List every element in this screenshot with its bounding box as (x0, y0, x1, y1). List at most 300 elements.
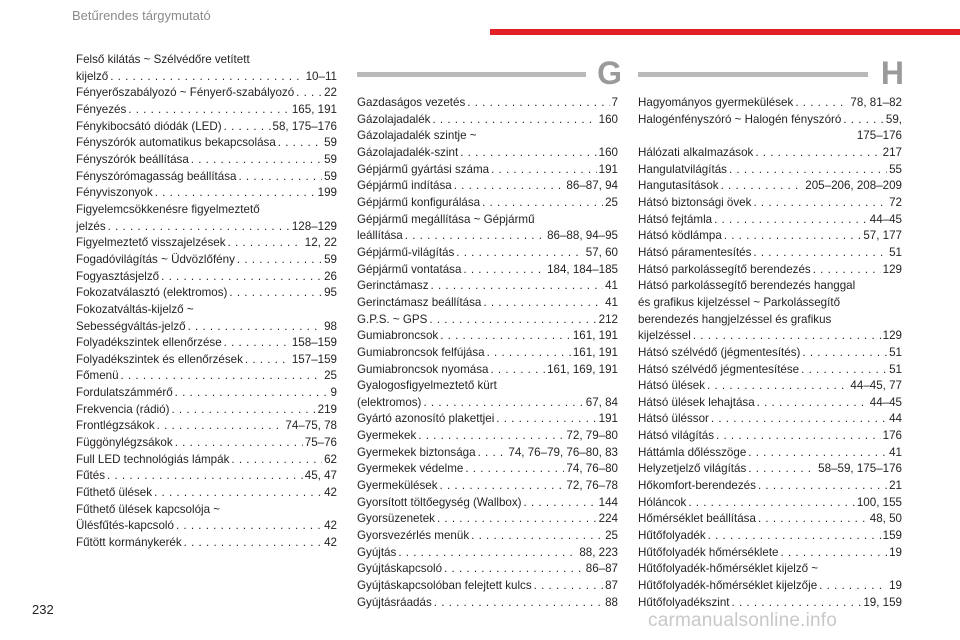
index-page-ref: 44–45, 77 (850, 379, 902, 393)
index-entry-line (76, 119, 337, 136)
page-number: 232 (32, 602, 54, 617)
dot-leader (729, 162, 887, 179)
index-page-ref: 144 (598, 495, 618, 509)
index-page-ref: 74–75, 78 (285, 419, 337, 433)
dot-leader (801, 362, 887, 379)
index-term: Gerinctámasz beállítása (357, 295, 482, 309)
index-term: Fényviszonyok (76, 186, 153, 200)
index-term: Háttámla dőlésszöge (638, 445, 747, 459)
index-term: Hátsó szélvédő jégmentesítése (638, 362, 800, 376)
index-term: Gumiabroncsok nyomása (357, 362, 489, 376)
index-entry-line (357, 162, 618, 179)
index-page-ref: 72 (889, 195, 902, 209)
index-entry (76, 435, 337, 452)
index-entry-line (357, 362, 618, 379)
dot-leader (482, 195, 603, 212)
index-entry (357, 478, 618, 495)
index-page-ref: 7 (611, 96, 618, 109)
index-page-ref: 59 (324, 252, 337, 266)
index-term: Gyártó azonosító plakettjei (357, 412, 495, 426)
index-page-ref: 42 (324, 519, 337, 533)
index-entry-line (76, 319, 337, 336)
index-entry-line (357, 245, 618, 262)
index-term: Gyorsüzenetek (357, 512, 435, 526)
index-page-ref: 44 (889, 412, 902, 426)
index-term: Fényszórók beállítása (76, 152, 189, 166)
index-entry-line (357, 278, 618, 295)
section-letter: H (880, 55, 904, 91)
running-header-title: Betűrendes tárgymutató (72, 8, 211, 23)
index-entry-line (638, 478, 902, 495)
index-entry-line (357, 262, 618, 279)
index-entry-line (76, 368, 337, 385)
index-entry (638, 162, 902, 179)
index-entry (76, 269, 337, 286)
index-page-ref: 19, 159 (863, 595, 902, 609)
index-term: Hátsó világítás (638, 429, 715, 443)
index-term: Hűtőfolyadék (638, 529, 706, 543)
dot-leader (440, 478, 565, 495)
index-term: Gyermekülések (357, 479, 438, 493)
index-entry-line (357, 312, 618, 329)
dot-leader (781, 545, 888, 562)
index-entry (357, 328, 618, 345)
index-page-ref: 75–76 (304, 436, 337, 450)
index-entry-line (76, 452, 337, 469)
dot-leader (245, 352, 290, 369)
dot-leader (171, 402, 315, 419)
index-page-ref: 45, 47 (304, 469, 337, 483)
index-page-ref: 176 (882, 429, 902, 443)
index-entry (638, 411, 902, 428)
index-page-ref: 95 (324, 286, 337, 300)
dot-leader (465, 461, 564, 478)
dot-leader (487, 345, 571, 362)
index-page-ref: 217 (882, 145, 902, 159)
index-term: jelzés (76, 219, 106, 233)
index-entry (357, 178, 618, 195)
index-entry (357, 128, 618, 161)
index-page-ref: 72, 76–78 (566, 479, 618, 493)
index-entry (638, 95, 902, 112)
index-entry (357, 295, 618, 312)
dot-leader (757, 395, 868, 412)
dot-leader (237, 252, 322, 269)
index-entry (357, 428, 618, 445)
index-page-ref: 191 (598, 412, 618, 426)
index-entry-line (76, 135, 337, 152)
index-entry-line (638, 428, 902, 445)
index-page-ref: 67, 84 (585, 395, 618, 409)
index-entry-line (76, 418, 337, 435)
index-term: Folyadékszintek és ellenőrzések (76, 352, 243, 366)
section-letter: G (597, 55, 622, 91)
index-page-ref: 51 (889, 245, 902, 259)
index-entry (357, 245, 618, 262)
index-term: Fűthető ülések (76, 486, 153, 500)
index-page-ref: 58–59, 175–176 (818, 462, 902, 476)
section-heading-h (638, 55, 904, 92)
dot-leader (819, 578, 887, 595)
index-page-ref: 9 (330, 386, 337, 400)
index-entry (638, 478, 902, 495)
index-page-ref: 160 (598, 112, 618, 126)
index-entry-line (638, 578, 902, 595)
index-page-ref: 87 (605, 579, 618, 593)
index-entry-line (638, 378, 902, 395)
dot-leader (802, 345, 887, 362)
index-page-ref: 157–159 (291, 352, 337, 366)
dot-leader (418, 428, 564, 445)
index-page-ref: 57, 177 (863, 229, 902, 243)
index-entry (76, 52, 337, 85)
index-term: Figyelmeztető visszajelzések (76, 236, 226, 250)
dot-leader (175, 435, 303, 452)
dot-leader (708, 528, 881, 545)
index-term: Gyújtás (357, 545, 397, 559)
dot-leader (437, 511, 597, 528)
dot-leader (688, 495, 855, 512)
index-term: Ülésfűtés-kapcsoló (76, 519, 174, 533)
index-page-ref: 161, 191 (572, 345, 618, 359)
index-entry (357, 528, 618, 545)
index-entry (76, 102, 337, 119)
index-entry-line (76, 485, 337, 502)
index-entry (76, 169, 337, 186)
index-page-ref: 44–45 (869, 395, 902, 409)
index-entry-line (76, 352, 337, 369)
index-entry (357, 511, 618, 528)
index-term: Hátsó ködlámpa (638, 229, 722, 243)
index-term: Gyújtáskapcsolóban felejtett kulcs (357, 579, 532, 593)
index-term: Sebességváltás-jelző (76, 319, 186, 333)
index-entry-line (638, 461, 902, 478)
index-page-ref: 165, 191 (291, 102, 337, 116)
index-entry (357, 495, 618, 512)
index-entry (357, 212, 618, 245)
dot-leader (534, 578, 603, 595)
index-entry-line (76, 335, 337, 352)
index-entry (638, 511, 902, 528)
index-term: Gázolajadalék-szint (357, 145, 459, 159)
index-term: Fényszórómagasság beállítása (76, 169, 237, 183)
index-term: Főmenü (76, 369, 119, 383)
index-term: Frontlégzsákok (76, 419, 155, 433)
index-entry (76, 235, 337, 252)
index-entry-line (357, 478, 618, 495)
index-entry-line (357, 495, 618, 512)
index-entry-line (638, 511, 902, 528)
dot-leader (456, 245, 583, 262)
index-entry (76, 252, 337, 269)
index-page-ref: 72, 79–80 (566, 429, 618, 443)
index-entry-line (638, 395, 902, 412)
dot-leader (755, 145, 880, 162)
index-term: Hátsó ülések lehajtása (638, 395, 755, 409)
index-entry-line: berendezés hangjelzéssel és grafikus (638, 312, 832, 326)
index-entry-line (638, 195, 902, 212)
index-term: Folyadékszintek ellenőrzése (76, 336, 222, 350)
index-term: Fényezés (76, 102, 127, 116)
dot-leader (524, 495, 597, 512)
index-page-ref: 57, 60 (585, 245, 618, 259)
index-entry-line (357, 561, 618, 578)
index-entry-line (76, 235, 337, 252)
index-entry-line (638, 145, 902, 162)
index-entry-line (638, 262, 902, 279)
dot-leader (440, 328, 571, 345)
index-entry (638, 195, 902, 212)
index-entry (638, 445, 902, 462)
index-entry (76, 119, 337, 136)
index-term: Gerinctámasz (357, 279, 429, 293)
index-page-ref: 26 (324, 269, 337, 283)
index-entry-line (638, 245, 902, 262)
index-entry-line (357, 511, 618, 528)
dot-leader (813, 262, 881, 279)
index-term: Hátsó fejtámla (638, 212, 713, 226)
index-entry (357, 112, 618, 129)
index-entry-line (76, 385, 337, 402)
index-entry-line (638, 162, 902, 179)
index-term: Gyermekek biztonsága (357, 445, 476, 459)
index-entry (76, 502, 337, 535)
index-entry (638, 395, 902, 412)
index-entry-line (638, 528, 902, 545)
index-page-ref: 59 (324, 136, 337, 150)
dot-leader (753, 245, 887, 262)
index-entry-line (638, 212, 902, 229)
dot-leader (496, 411, 596, 428)
index-column-2 (357, 95, 618, 611)
index-term: Gazdaságos vezetés (357, 96, 466, 109)
index-entry-line (76, 169, 337, 186)
index-page-ref: 19 (889, 579, 902, 593)
index-term: Függönylégzsákok (76, 436, 173, 450)
index-entry (76, 535, 337, 552)
index-entry-line (357, 112, 618, 129)
index-entry (76, 352, 337, 369)
index-entry (76, 468, 337, 485)
index-term: Hátsó biztonsági övek (638, 195, 752, 209)
index-entry-line (638, 362, 902, 379)
index-entry-line (76, 468, 337, 485)
index-term: Gyorsított töltőegység (Wallbox) (357, 495, 522, 509)
index-entry (638, 278, 902, 345)
index-term: Fűtés (76, 469, 105, 483)
index-term: Gyújtáskapcsoló (357, 562, 443, 576)
index-term: Full LED technológiás lámpák (76, 452, 230, 466)
index-term: kijelzéssel (638, 329, 691, 343)
index-entry-line (638, 411, 902, 428)
index-page-ref: 25 (605, 529, 618, 543)
dot-leader (444, 561, 584, 578)
index-entry (357, 461, 618, 478)
index-page-ref: 19 (889, 545, 902, 559)
index-term: Gyújtásráadás (357, 595, 432, 609)
index-entry (76, 285, 337, 302)
index-page-ref: 58, 175–176 (272, 119, 337, 133)
index-entry-line (357, 545, 618, 562)
dot-leader (107, 468, 303, 485)
index-page-ref: 41 (889, 445, 902, 459)
index-page-ref: 59, (885, 112, 902, 126)
dot-leader (724, 228, 862, 245)
index-term: Hagyományos gyermekülések (638, 96, 794, 109)
dot-leader (693, 328, 881, 345)
index-page-ref: 41 (605, 295, 618, 309)
header-accent-bar (490, 29, 960, 35)
dot-leader (229, 285, 322, 302)
watermark: carmanualsonline.info (648, 610, 838, 631)
index-term: Fénykibocsátó diódák (LED) (76, 119, 222, 133)
section-heading-g (357, 55, 622, 92)
index-term: Hátsó páramentesítés (638, 245, 752, 259)
index-entry-line (357, 328, 618, 345)
index-term: Gyorsvezérlés menük (357, 529, 470, 543)
index-entry (357, 445, 618, 462)
index-entry-line (357, 428, 618, 445)
index-term: Gépjármű indítása (357, 179, 452, 193)
index-entry-line (76, 219, 337, 236)
index-page-ref: 51 (889, 362, 902, 376)
index-entry-line: Fokozatváltás-kijelző ~ (76, 302, 194, 316)
index-term: Fűtött kormánykerék (76, 536, 182, 550)
index-entry-line (76, 185, 337, 202)
index-entry (638, 595, 902, 612)
index-entry (638, 345, 902, 362)
index-entry-line (76, 252, 337, 269)
index-page-ref: 59 (324, 152, 337, 166)
dot-leader (711, 411, 887, 428)
index-page-ref: 42 (324, 536, 337, 550)
index-term: Hűtőfolyadék hőmérséklete (638, 545, 779, 559)
index-entry-line: Figyelemcsökkenésre figyelmeztető (76, 202, 260, 216)
index-entry (638, 245, 902, 262)
index-entry-line (638, 95, 902, 112)
dot-leader (460, 145, 596, 162)
index-entry (638, 145, 902, 162)
index-page-ref: 212 (598, 312, 618, 326)
dot-leader (491, 162, 597, 179)
dot-leader (224, 119, 271, 136)
index-term: Halogénfényszóró ~ Halogén fényszóró (638, 112, 842, 126)
index-entry-line (638, 328, 902, 345)
index-entry-line: Gépjármű megállítása ~ Gépjármű (357, 212, 535, 226)
dot-leader (463, 262, 545, 279)
index-entry-line: Gázolajadalék szintje ~ (357, 129, 477, 143)
dot-leader (431, 278, 604, 295)
index-entry-line (638, 112, 902, 129)
index-page-ref: 44–45 (869, 212, 902, 226)
index-entry (357, 95, 618, 112)
index-term: Fogadóvilágítás ~ Üdvözlőfény (76, 252, 235, 266)
index-entry-line: és grafikus kijelzéssel ~ Parkolássegítő (638, 295, 841, 309)
index-entry (76, 418, 337, 435)
index-entry-line (638, 545, 902, 562)
index-page-ref: 21 (889, 479, 902, 493)
index-entry-line: Felső kilátás ~ Szélvédőre vetített (76, 53, 250, 66)
index-term: Hangulatvilágítás (638, 162, 727, 176)
index-entry-line (357, 411, 618, 428)
index-entry-line (76, 402, 337, 419)
index-entry-line (638, 595, 902, 612)
index-entry (638, 428, 902, 445)
index-entry (76, 185, 337, 202)
index-term: Gépjármű vontatása (357, 262, 462, 276)
index-term: G.P.S. ~ GPS (357, 312, 428, 326)
index-entry (638, 212, 902, 229)
index-entry (638, 262, 902, 279)
dot-leader (121, 368, 323, 385)
index-entry (357, 362, 618, 379)
index-entry (357, 378, 618, 411)
index-entry-line (357, 95, 618, 112)
index-entry (357, 262, 618, 279)
index-entry (357, 312, 618, 329)
index-entry (357, 561, 618, 578)
index-entry (638, 178, 902, 195)
index-page-ref: 224 (598, 512, 618, 526)
index-page-ref: 158–159 (291, 336, 337, 350)
index-term: Gumiabroncsok (357, 329, 439, 343)
dot-leader (231, 452, 322, 469)
index-entry (357, 545, 618, 562)
index-term: Hangutasítások (638, 179, 719, 193)
dot-leader (423, 395, 583, 412)
index-page-ref: 88, 223 (579, 545, 618, 559)
index-entry (76, 402, 337, 419)
index-entry (76, 485, 337, 502)
index-entry (638, 228, 902, 245)
index-entry-line (638, 445, 902, 462)
index-entry (638, 112, 902, 145)
index-term: Fogyasztásjelző (76, 269, 160, 283)
index-term: leállítása (357, 229, 403, 243)
index-page-ref: 25 (605, 195, 618, 209)
index-entry (357, 162, 618, 179)
index-entry-line (357, 178, 618, 195)
index-term: Frekvencia (rádió) (76, 402, 170, 416)
index-entry-line: Hűtőfolyadék-hőmérséklet kijelző ~ (638, 562, 819, 576)
index-entry-line (357, 578, 618, 595)
index-entry (357, 411, 618, 428)
section-rule (357, 72, 586, 77)
index-term: Hátsó parkolássegítő berendezés (638, 262, 811, 276)
index-entry (357, 195, 618, 212)
index-entry-line (357, 528, 618, 545)
index-entry (76, 452, 337, 469)
dot-leader (714, 212, 868, 229)
dot-leader (176, 518, 322, 535)
dot-leader (161, 269, 322, 286)
index-entry (638, 528, 902, 545)
index-term: Fényszórók automatikus bekapcsolása (76, 136, 276, 150)
index-entry (76, 335, 337, 352)
index-entry-line (357, 228, 618, 245)
index-term: Hóláncok (638, 495, 687, 509)
dot-leader (434, 595, 603, 612)
index-page-ref: 12, 22 (304, 236, 337, 250)
index-page-ref: 161, 169, 191 (547, 362, 618, 376)
dot-leader (429, 312, 596, 329)
index-term: Hűtőfolyadék-hőmérséklet kijelzője (638, 579, 818, 593)
index-term: Fokozatválasztó (elektromos) (76, 286, 228, 300)
dot-leader (175, 385, 329, 402)
dot-leader (707, 378, 848, 395)
index-term: Gumiabroncsok felfújása (357, 345, 485, 359)
section-rule (638, 72, 868, 77)
